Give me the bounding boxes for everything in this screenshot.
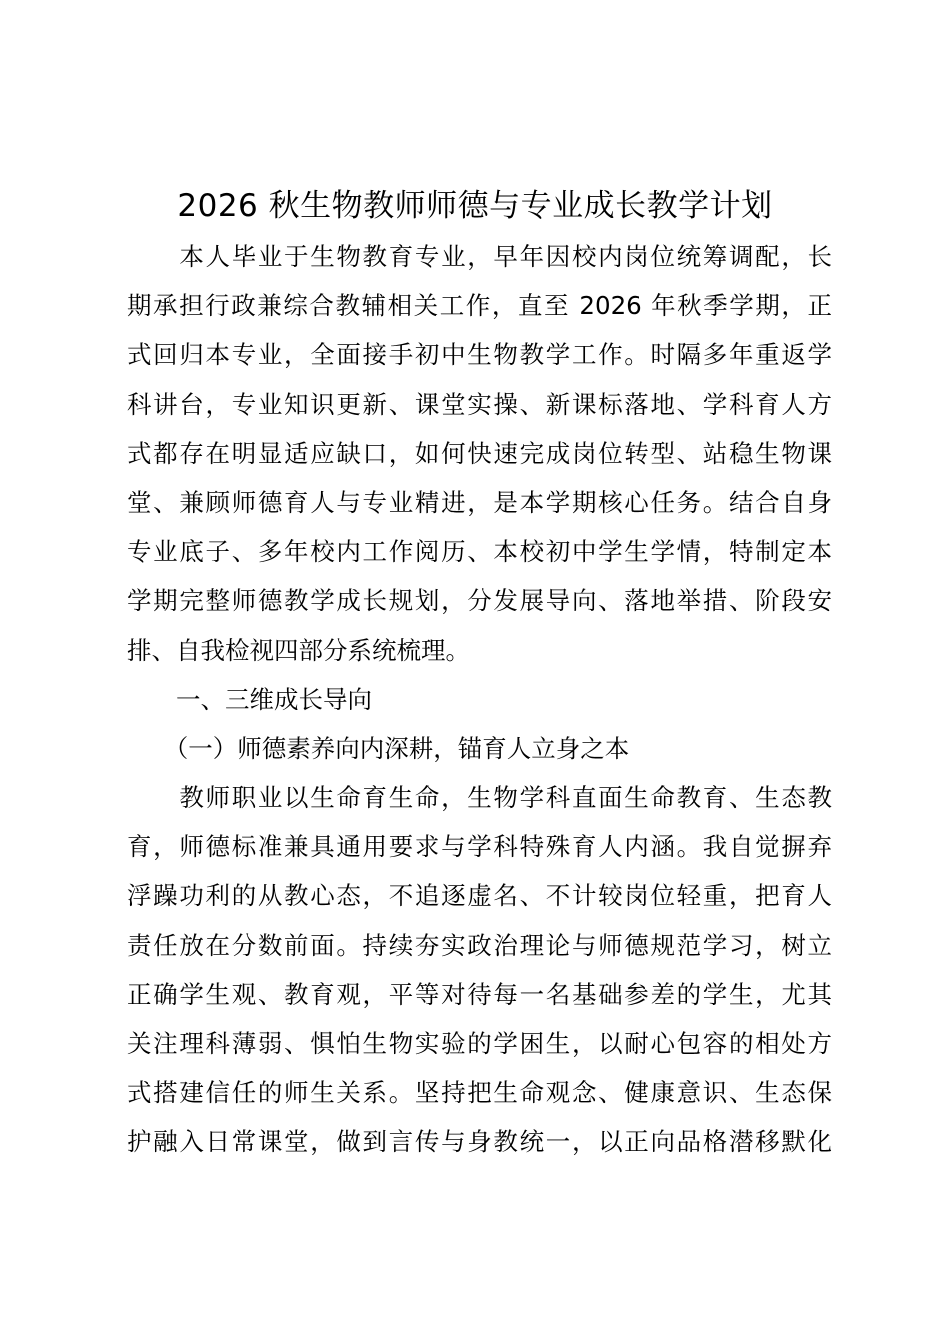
text-line: 一、三维成长导向: [127, 684, 372, 714]
text-line: 式回归本专业，全面接手初中生物教学工作。时隔多年重返学: [127, 340, 832, 370]
text-line: 本人毕业于生物教育专业，早年因校内岗位统筹调配，长: [127, 242, 832, 271]
text-line: 期承担行政兼综合教辅相关工作，直至 2026 年秋季学期，正: [127, 291, 832, 321]
text-line: 科讲台，专业知识更新、课堂实操、新课标落地、学科育人方: [127, 389, 832, 419]
text-line: 关注理科薄弱、惧怕生物实验的学困生，以耐心包容的相处方: [127, 1029, 832, 1058]
text-line: 护融入日常课堂，做到言传与身教统一，以正向品格潜移默化: [127, 1127, 832, 1157]
document-title: 2026 秋生物教师师德与专业成长教学计划: [177, 188, 773, 224]
text-line: 育，师德标准兼具通用要求与学科特殊育人内涵。我自觉摒弃: [127, 832, 832, 862]
text-line: 专业底子、多年校内工作阅历、本校初中学生学情，特制定本: [127, 537, 832, 567]
text-line: 正确学生观、教育观，平等对待每一名基础参差的学生，尤其: [127, 979, 832, 1009]
text-line: 排、自我检视四部分系统梳理。: [127, 635, 470, 665]
document-body: [127, 232, 832, 1167]
text-line: 学期完整师德教学成长规划，分发展导向、落地举措、阶段安: [127, 586, 832, 616]
text-line: 责任放在分数前面。持续夯实政治理论与师德规范学习，树立: [127, 930, 832, 960]
text-line: 式都存在明显适应缺口，如何快速完成岗位转型、站稳生物课: [127, 438, 832, 468]
text-line: 教师职业以生命育生命，生物学科直面生命教育、生态教: [127, 783, 832, 813]
text-line: 式搭建信任的师生关系。坚持把生命观念、健康意识、生态保: [127, 1078, 832, 1108]
text-line: 堂、兼顾师德育人与专业精进，是本学期核心任务。结合自身: [127, 487, 832, 517]
text-line: （一）师德素养向内深耕，锚育人立身之本: [127, 733, 630, 763]
text-line: 浮躁功利的从教心态，不追逐虚名、不计较岗位轻重，把育人: [127, 881, 832, 911]
